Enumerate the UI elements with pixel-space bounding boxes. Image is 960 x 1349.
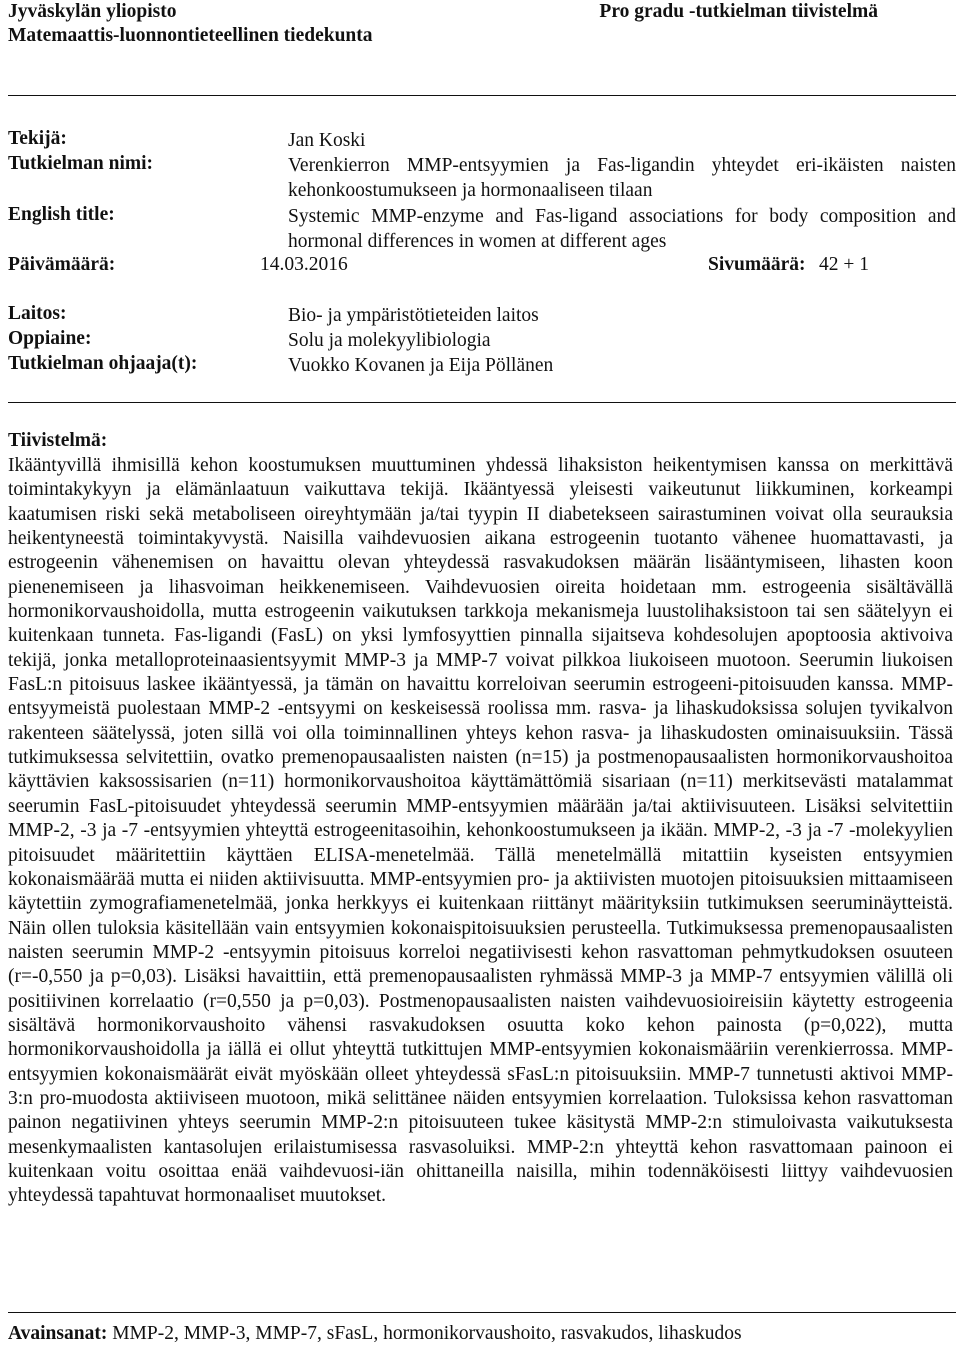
keywords-value: MMP-2, MMP-3, MMP-7, sFasL, hormonikorvaushoito, rasvakudos, lihaskudos (112, 1323, 742, 1344)
english-title-value: Systemic MMP-enzyme and Fas-ligand associations for body composition and hormonal differences in women at different ages (288, 206, 956, 253)
author-label: Tekijä: (8, 128, 67, 149)
english-title-label: English title: (8, 204, 115, 225)
subject-value: Solu ja molekyylibiologia (288, 330, 491, 351)
faculty-name: Matemaattis-luonnontieteellinen tiedekunta (8, 25, 373, 46)
abstract-heading: Tiivistelmä: (8, 430, 108, 451)
top-divider (8, 95, 956, 96)
document-type: Pro gradu -tutkielman tiivistelmä (599, 1, 878, 22)
supervisor-label: Tutkielman ohjaaja(t): (8, 353, 198, 374)
keywords-line (8, 1323, 742, 1345)
supervisor-value: Vuokko Kovanen ja Eija Pöllänen (288, 355, 554, 376)
abstract-text: Ikääntyvillä ihmisillä kehon koostumuksen muuttuminen yhdessä lihaksiston heikentymisen kanssa on merkittävä toimintakykyyn ja elämänlaatuun vaikuttava tekijä. Ikääntyessä yleisesti vaikeutunut liikkuminen, korkeampi kaatumisen riski sekä metaboliseen oireyhtymään ja/tai tyypin II diabetekseen sairastuminen voivat olla seurauksia heikentyneestä toimintakyvystä. Naisilla vaihdevuosien aikana estrogeenin tuotanto vähenee huomattavasti, ja estrogeenin vähenemisen on havaittu olevan yhteydessä rasvakudoksen määrän lisääntymiseen, lihasten koon pienenemiseen ja lihasvoiman heikkenemiseen. Vaihdevuosien oireita hoidetaan mm. estrogeenia sisältävällä hormonikorvaushoidolla, mutta estrogeenin vaikutuksen tarkkoja mekanismeja luustolihaksistoon tai sen säätelyyn ei kuitenkaan tunneta. Fas-ligandi (FasL) on yksi lymfosyyttien pinnalla sijaitseva kohdesolujen apoptoosia aktivoiva tekijä, jonka metalloproteinaasientsyymit MMP-3 ja MMP-7 voivat pilkkoa liukoiseen muotoon. Seerumin liukoisen FasL:n pitoisuus laskee ikääntyessä, ja tämän on havaittu korreloivan seerumin estrogeeni-pitoisuuden kanssa. MMP-entsyymeistä puolestaan MMP-2 -entsyymi on keskeisessä roolissa mm. rasva- ja lihaskudoksissa solujen tyvikalvon rakenteen säätelyssä, joten sillä voi olla toiminnallinen yhteys kehon rasva- ja lihaskudosten ominaisuuksiin. Tässä tutkimuksessa selvitettiin, ovatko premenopausaalisten naisten (n=15) ja postmenopausaalisten hormonikorvaushoitoa käyttävien kaksossisarien (n=11) hormonikorvaushoitoa käyttämättömiä sisariaan (n=11) merkitsevästi matalammat seerumin FasL-pitoisuudet yhteydessä seerumin MMP-entsyymien määrään ja/tai aktiivisuuteen. Lisäksi selvitettiin MMP-2, -3 ja -7 -entsyymien yhteyttä estrogeenitasoihin, kehonkoostumukseen ja ikään. MMP-2, -3 ja -7 -molekyylien pitoisuudet määritettiin käyttäen ELISA-menetelmää. Tällä menetelmällä mitattiin kyseisten entsyymien kokonaismäärää mutta ei niiden aktiivisuutta. MMP-entsyymien pro- ja aktiivisten muotojen pitoisuuksien mittaamiseen käytettiin zymografiamenetelmää, jonka herkkyys ei kuitenkaan riittänyt määrityksiin tutkimuksen seeruminäytteistä. Näin ollen tuloksia käsitellään vain entsyymien kokonaispitoisuuksien perusteella. Tutkimuksessa premenopausaalisten naisten seerumin MMP-2 -entsyymin pitoisuus korreloi negatiivisesti kehon rasvattoman pehmytkudoksen osuuteen (r=-0,550 ja p=0,03). Lisäksi havaittiin, että premenopausaalisten ryhmässä MMP-3 ja MMP-7 entsyymien välillä oli positiivinen korrelaatio (r=0,550 ja p=0,03). Postmenopausaalisten naisten vaihdevuosioireisiin käytetty estrogeenia sisältävä hormonikorvaushoito vähensi rasvakudoksen osuutta koko kehon painosta (p=0,022), mutta hormonikorvaushoidolla ja iällä ei ollut yhteyttä tutkittujen MMP-entsyymien kokonaismääriin verenkierrossa. MMP-entsyymien kokonaismäärät eivät myöskään olleet yhteydessä sFasL:n pitoisuuksiin. MMP-7 tunnetusti aktivoi MMP-3:n pro-muodosta aktiiviseen muotoon, mikä selittänee näiden entsyymien korrelaation. Tuloksissa kehon rasvattoman painon negatiivinen yhteys seerumin MMP-2:n pitoisuuteen tukee käsitystä MMP-2:n stimuloivasta vaikutuksesta mesenkymaalisten kantasolujen erilaistumisessa rasvasoluiksi. MMP-2:n yhteyttä kehon rasvattomaan painoon ei kuitenkaan voitu osoittaa enää vaihdevuosi-iän ohittaneilla naisilla, mihin todennäköisesti liittyy vaihdevuosien yhteydessä tapahtuvat hormonaaliset muutokset. (8, 455, 953, 1207)
subject-label: Oppiaine: (8, 328, 92, 349)
date-value: 14.03.2016 (260, 254, 348, 275)
date-label: Päivämäärä: (8, 254, 116, 275)
header-institution (8, 0, 373, 48)
page-count-value: 42 + 1 (819, 254, 869, 275)
bottom-divider (8, 1312, 956, 1313)
department-value: Bio- ja ympäristötieteiden laitos (288, 305, 539, 326)
department-label: Laitos: (8, 303, 67, 324)
keywords-label: Avainsanat: (8, 1323, 108, 1344)
university-name: Jyväskylän yliopisto (8, 1, 177, 22)
thesis-title-value: Verenkierron MMP-entsyymien ja Fas-ligandin yhteydet eri-ikäisten naisten kehonkoostumukseen ja hormonaaliseen tilaan (288, 155, 956, 202)
thesis-title-label: Tutkielman nimi: (8, 153, 154, 174)
middle-divider (8, 402, 956, 403)
page-count-label: Sivumäärä: (708, 254, 806, 275)
author-value: Jan Koski (288, 130, 366, 151)
